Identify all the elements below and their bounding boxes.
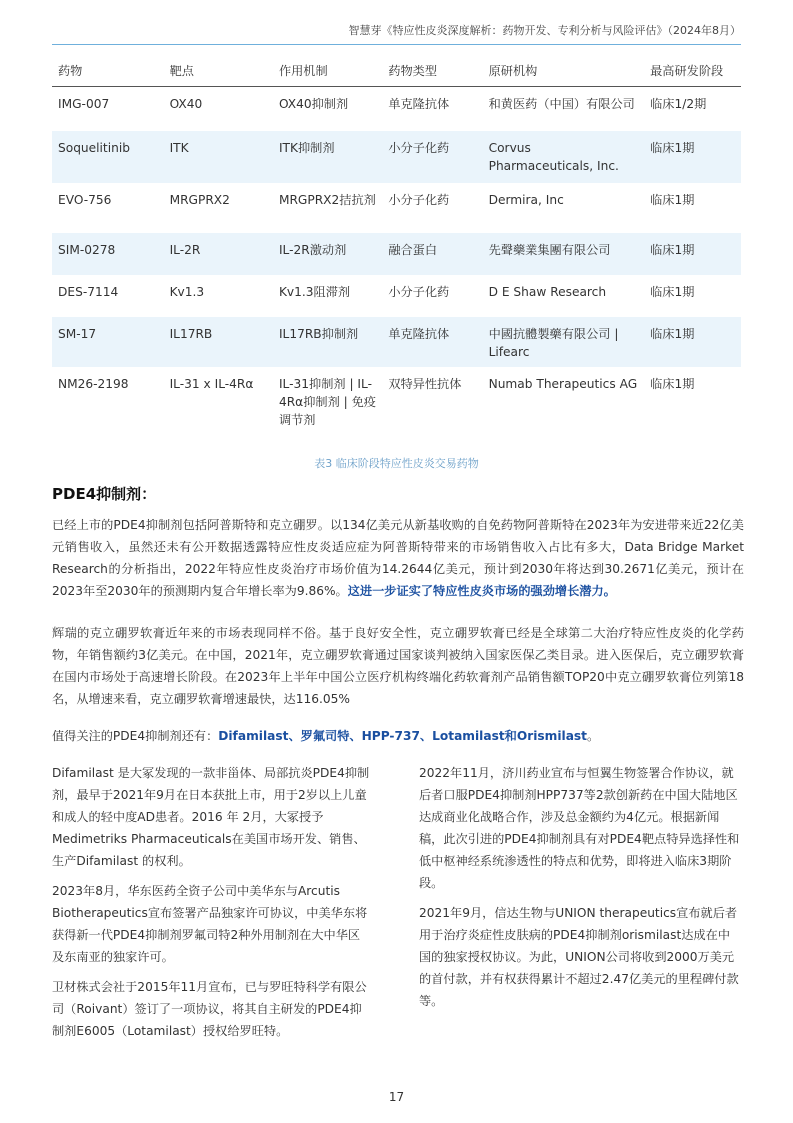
table-cell: IL-31 x IL-4Rα	[169, 376, 254, 391]
table-cell: 临床1期	[644, 317, 741, 367]
column-paragraph: 卫材株式会社于2015年11月宣布，已与罗旺特科学有限公司（Roivant）签订了一项协议，将其自主研发的PDE4抑制剂E6005（Lotamilast）授权给罗旺特。	[52, 980, 367, 1038]
table-row	[52, 87, 741, 131]
table-cell: 临床1期	[644, 131, 741, 183]
table-cell: 单克隆抗体	[382, 317, 482, 367]
left-column	[52, 762, 370, 1050]
table-row	[52, 131, 741, 183]
column-paragraph: Difamilast 是大冢发现的一款非甾体、局部抗炎PDE4抑制剂，最早于2021年9月在日本获批上市，用于2岁以上儿童和成人的轻中度AD患者。2016 年 2月，大冢授予Medimetriks Pharmaceuticals在美国市场开发、销售、生产Difamilast 的权利。	[52, 766, 370, 868]
table-cell: SIM-0278	[52, 233, 164, 275]
table-cell: 小分子化药	[388, 284, 450, 299]
header-divider	[52, 44, 741, 45]
table-cell: MRGPRX2	[169, 192, 230, 207]
table-row	[52, 275, 741, 317]
table-row	[52, 233, 741, 275]
table-cell: Kv1.3阻滞剂	[278, 284, 351, 299]
page-number: 17	[388, 1090, 405, 1104]
table-cell: IL-2R	[164, 233, 273, 275]
table-caption: 表3 临床阶段特应性皮炎交易药物	[314, 457, 479, 470]
table-cell: 临床1期	[650, 192, 695, 207]
table-cell: Dermira, Inc	[488, 192, 564, 207]
paragraph-crisaborole: 辉瑞的克立硼罗软膏近年来的市场表现同样不俗。基于良好安全性，克立硼罗软膏已经是全球第二大治疗特应性皮炎的化学药物，年销售额约3亿美元。在中国，2021年，克立硼罗软膏通过国家谈判被纳入国家医保乙类目录。进入医保后，克立硼罗软膏在国内市场处于高速增长阶段。在2023年上半年中国公立医疗机构终端化药软膏剂产品销售额TOP20中克立硼罗软膏位列第18名，从增速来看，克立硼罗软膏增速最快，达116.05%	[52, 626, 744, 706]
column-header-drug: 药物	[52, 52, 164, 87]
table-row	[52, 367, 741, 439]
paragraph-text: 已经上市的PDE4抑制剂包括阿普斯特和克立硼罗。以134亿美元从新基收购的自免药物阿普斯特在2023年为安进带来近22亿美元销售收入，虽然还未有公开数据透露特应性皮炎适应症为阿普斯特带来的市场销售收入占比有多大，Data Bridge Market Research的分析指出，2022年特应性皮炎治疗市场价值为14.2644亿美元，预计到2030年将达到30.2671亿美元，预计在2023年至2030年的预测期内复合年增长率为9.86%。	[52, 518, 744, 598]
table-cell: 临床1期	[650, 376, 695, 391]
column-header-stage: 最高研发阶段	[644, 52, 741, 87]
table-header-row	[52, 52, 741, 87]
table-cell: 中國抗體製藥有限公司 | Lifearc	[483, 317, 645, 367]
table-row	[52, 317, 741, 367]
table-cell: 小分子化药	[388, 192, 450, 207]
highlight-text: 这进一步证实了特应性皮炎市场的强劲增长潜力。	[347, 584, 616, 598]
table-cell: MRGPRX2拮抗剂	[278, 192, 376, 207]
table-cell: 融合蛋白	[382, 233, 482, 275]
table-cell: EVO-756	[58, 192, 112, 207]
table-cell: Kv1.3	[169, 284, 205, 299]
table-cell: OX40	[169, 97, 203, 111]
paragraph-market	[52, 514, 744, 602]
table-cell: IL-2R激动剂	[273, 233, 382, 275]
table-cell: Soquelitinib	[52, 131, 164, 183]
column-paragraph: 2021年9月，信达生物与UNION therapeutics宣布就后者用于治疗炎症性皮肤病的PDE4抑制剂orismilast达成在中国的独家授权协议。为此，UNION公司将收到2000万美元的首付款，并有权获得累计不超过2.47亿美元的里程碑付款等。	[419, 906, 739, 1008]
column-paragraph: 2022年11月，济川药业宣布与恒翼生物签署合作协议，就后者口服PDE4抑制剂HPP737等2款创新药在中国大陆地区达成商业化战略合作，涉及总金额约为4亿元。根据新闻稿，此次引进的PDE4抑制剂具有对PDE4靶点特异选择性和低中枢神经系统渗透性的特点和优势，即将进入临床3期阶段。	[419, 766, 740, 890]
column-header-drug-type: 药物类型	[382, 52, 482, 87]
table-cell: Corvus Pharmaceuticals, Inc.	[483, 131, 645, 183]
table-cell: NM26-2198	[58, 376, 129, 391]
table-cell: D E Shaw Research	[488, 284, 607, 299]
right-column	[419, 762, 741, 1020]
table-cell: 单克隆抗体	[388, 97, 450, 111]
table-cell: 临床1/2期	[650, 97, 707, 111]
paragraph-notable-pde4	[52, 725, 744, 747]
table-cell: 先聲藥業集團有限公司	[483, 233, 645, 275]
paragraph-text: 。	[587, 729, 600, 743]
column-paragraph: 2023年8月，华东医药全资子公司中美华东与Arcutis Biotherapeutics宣布签署产品独家许可协议，中美华东将获得新一代PDE4抑制剂罗氟司特2种外用制剂在大中华区及东南亚的独家许可。	[52, 884, 368, 964]
table-cell: ITK抑制剂	[273, 131, 382, 183]
highlight-text: Difamilast、罗氟司特、HPP-737、Lotamilast和Orismilast	[218, 729, 588, 743]
table-cell: ITK	[164, 131, 273, 183]
table-cell: IL-31抑制剂 | IL-4Rα抑制剂 | 免疫调节剂	[278, 376, 376, 427]
column-header-originator: 原研机构	[483, 52, 645, 87]
table-cell: OX40抑制剂	[278, 97, 349, 111]
clinical-drugs-table	[52, 52, 741, 439]
table-cell: SM-17	[52, 317, 164, 367]
table-cell: 和黄医药（中国）有限公司	[488, 97, 635, 111]
table-cell: 小分子化药	[382, 131, 482, 183]
table-row	[52, 183, 741, 233]
column-header-target: 靶点	[164, 52, 273, 87]
table-cell: DES-7114	[58, 284, 119, 299]
table-cell: IMG-007	[58, 97, 110, 111]
paragraph-text: 值得关注的PDE4抑制剂还有：	[52, 729, 219, 743]
table-cell: IL17RB	[164, 317, 273, 367]
table-cell: 临床1期	[650, 284, 695, 299]
table-cell: 双特异性抗体	[388, 376, 462, 391]
table-cell: Numab Therapeutics AG	[488, 376, 638, 391]
page-header-title: 智慧芽《特应性皮炎深度解析：药物开发、专利分析与风险评估》（2024年8月）	[348, 24, 741, 37]
table-cell: IL17RB抑制剂	[273, 317, 382, 367]
table-cell: 临床1期	[644, 233, 741, 275]
column-header-mechanism: 作用机制	[273, 52, 382, 87]
section-title: PDE4抑制剂：	[52, 485, 157, 503]
